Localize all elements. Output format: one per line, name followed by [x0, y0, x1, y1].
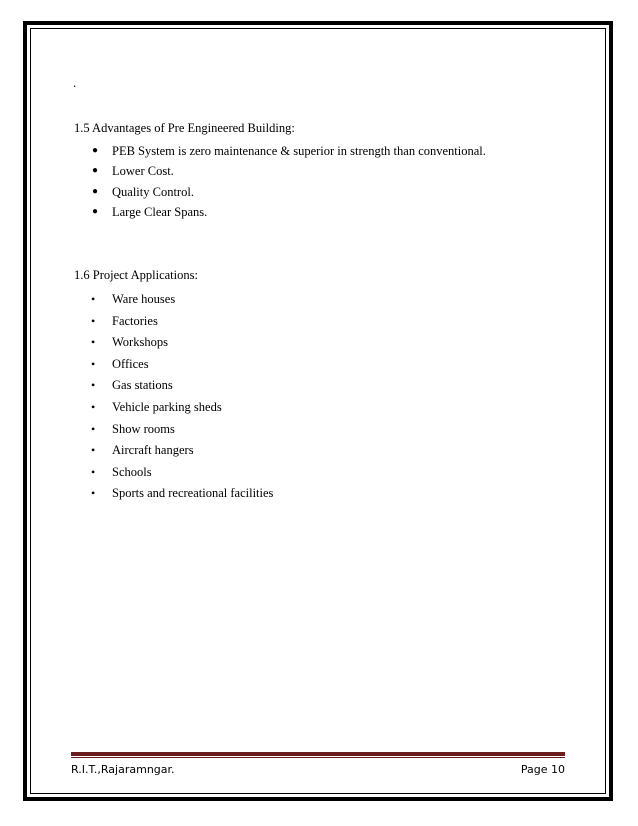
list-item-text: PEB System is zero maintenance & superior in strength than conventional.	[112, 144, 486, 158]
list-item-text: Schools	[112, 464, 152, 479]
list-item	[74, 419, 273, 441]
bullet-icon: •	[91, 421, 96, 436]
applications-list	[74, 289, 273, 505]
bullet-icon: •	[91, 335, 96, 350]
list-item	[74, 202, 486, 222]
bullet-icon: •	[91, 464, 96, 479]
list-item-text: Sports and recreational facilities	[112, 486, 274, 501]
bullet-icon: •	[91, 378, 96, 393]
list-item-text: Ware houses	[112, 292, 176, 306]
applications-section	[74, 267, 273, 505]
list-item-text: Workshops	[112, 335, 168, 350]
list-item	[74, 311, 273, 333]
stray-period: .	[73, 75, 77, 90]
list-item-text: Vehicle parking sheds	[112, 399, 222, 414]
list-item	[74, 397, 273, 419]
bullet-icon: ●	[92, 205, 99, 217]
list-item	[74, 462, 273, 484]
list-item	[74, 483, 273, 505]
footer-institution: R.I.T.,Rajaramngar.	[71, 763, 175, 776]
list-item-text: Lower Cost.	[112, 164, 174, 179]
bullet-icon: •	[91, 486, 96, 501]
list-item-text: Aircraft hangers	[112, 443, 194, 458]
advantages-list	[74, 141, 486, 222]
advantages-heading: 1.5 Advantages of Pre Engineered Building:	[74, 121, 295, 135]
list-item-text: Offices	[112, 356, 149, 371]
list-item	[74, 141, 486, 161]
list-item-text: Large Clear Spans.	[112, 204, 208, 219]
footer-rule-thin	[71, 757, 565, 758]
bullet-icon: •	[91, 399, 96, 414]
footer-rule	[71, 752, 565, 756]
bullet-icon: •	[91, 356, 96, 371]
bullet-icon: ●	[92, 145, 99, 156]
bullet-icon: ●	[92, 165, 99, 177]
list-item	[74, 440, 273, 462]
list-item	[74, 161, 486, 181]
applications-heading: 1.6 Project Applications:	[74, 268, 198, 282]
list-item	[74, 354, 273, 376]
page-number: Page 10	[520, 763, 565, 776]
bullet-icon: •	[91, 313, 96, 328]
list-item-text: Factories	[112, 313, 158, 328]
bullet-icon: ●	[92, 185, 99, 197]
advantages-section	[74, 120, 486, 222]
list-item-text: Gas stations	[112, 378, 173, 393]
list-item	[74, 375, 273, 397]
bullet-icon: •	[91, 443, 96, 458]
list-item	[74, 332, 273, 354]
bullet-icon: •	[91, 292, 96, 306]
list-item	[74, 182, 486, 202]
list-item	[74, 289, 273, 311]
list-item-text: Quality Control.	[112, 184, 194, 199]
page-footer	[71, 763, 565, 777]
list-item-text: Show rooms	[112, 421, 175, 436]
